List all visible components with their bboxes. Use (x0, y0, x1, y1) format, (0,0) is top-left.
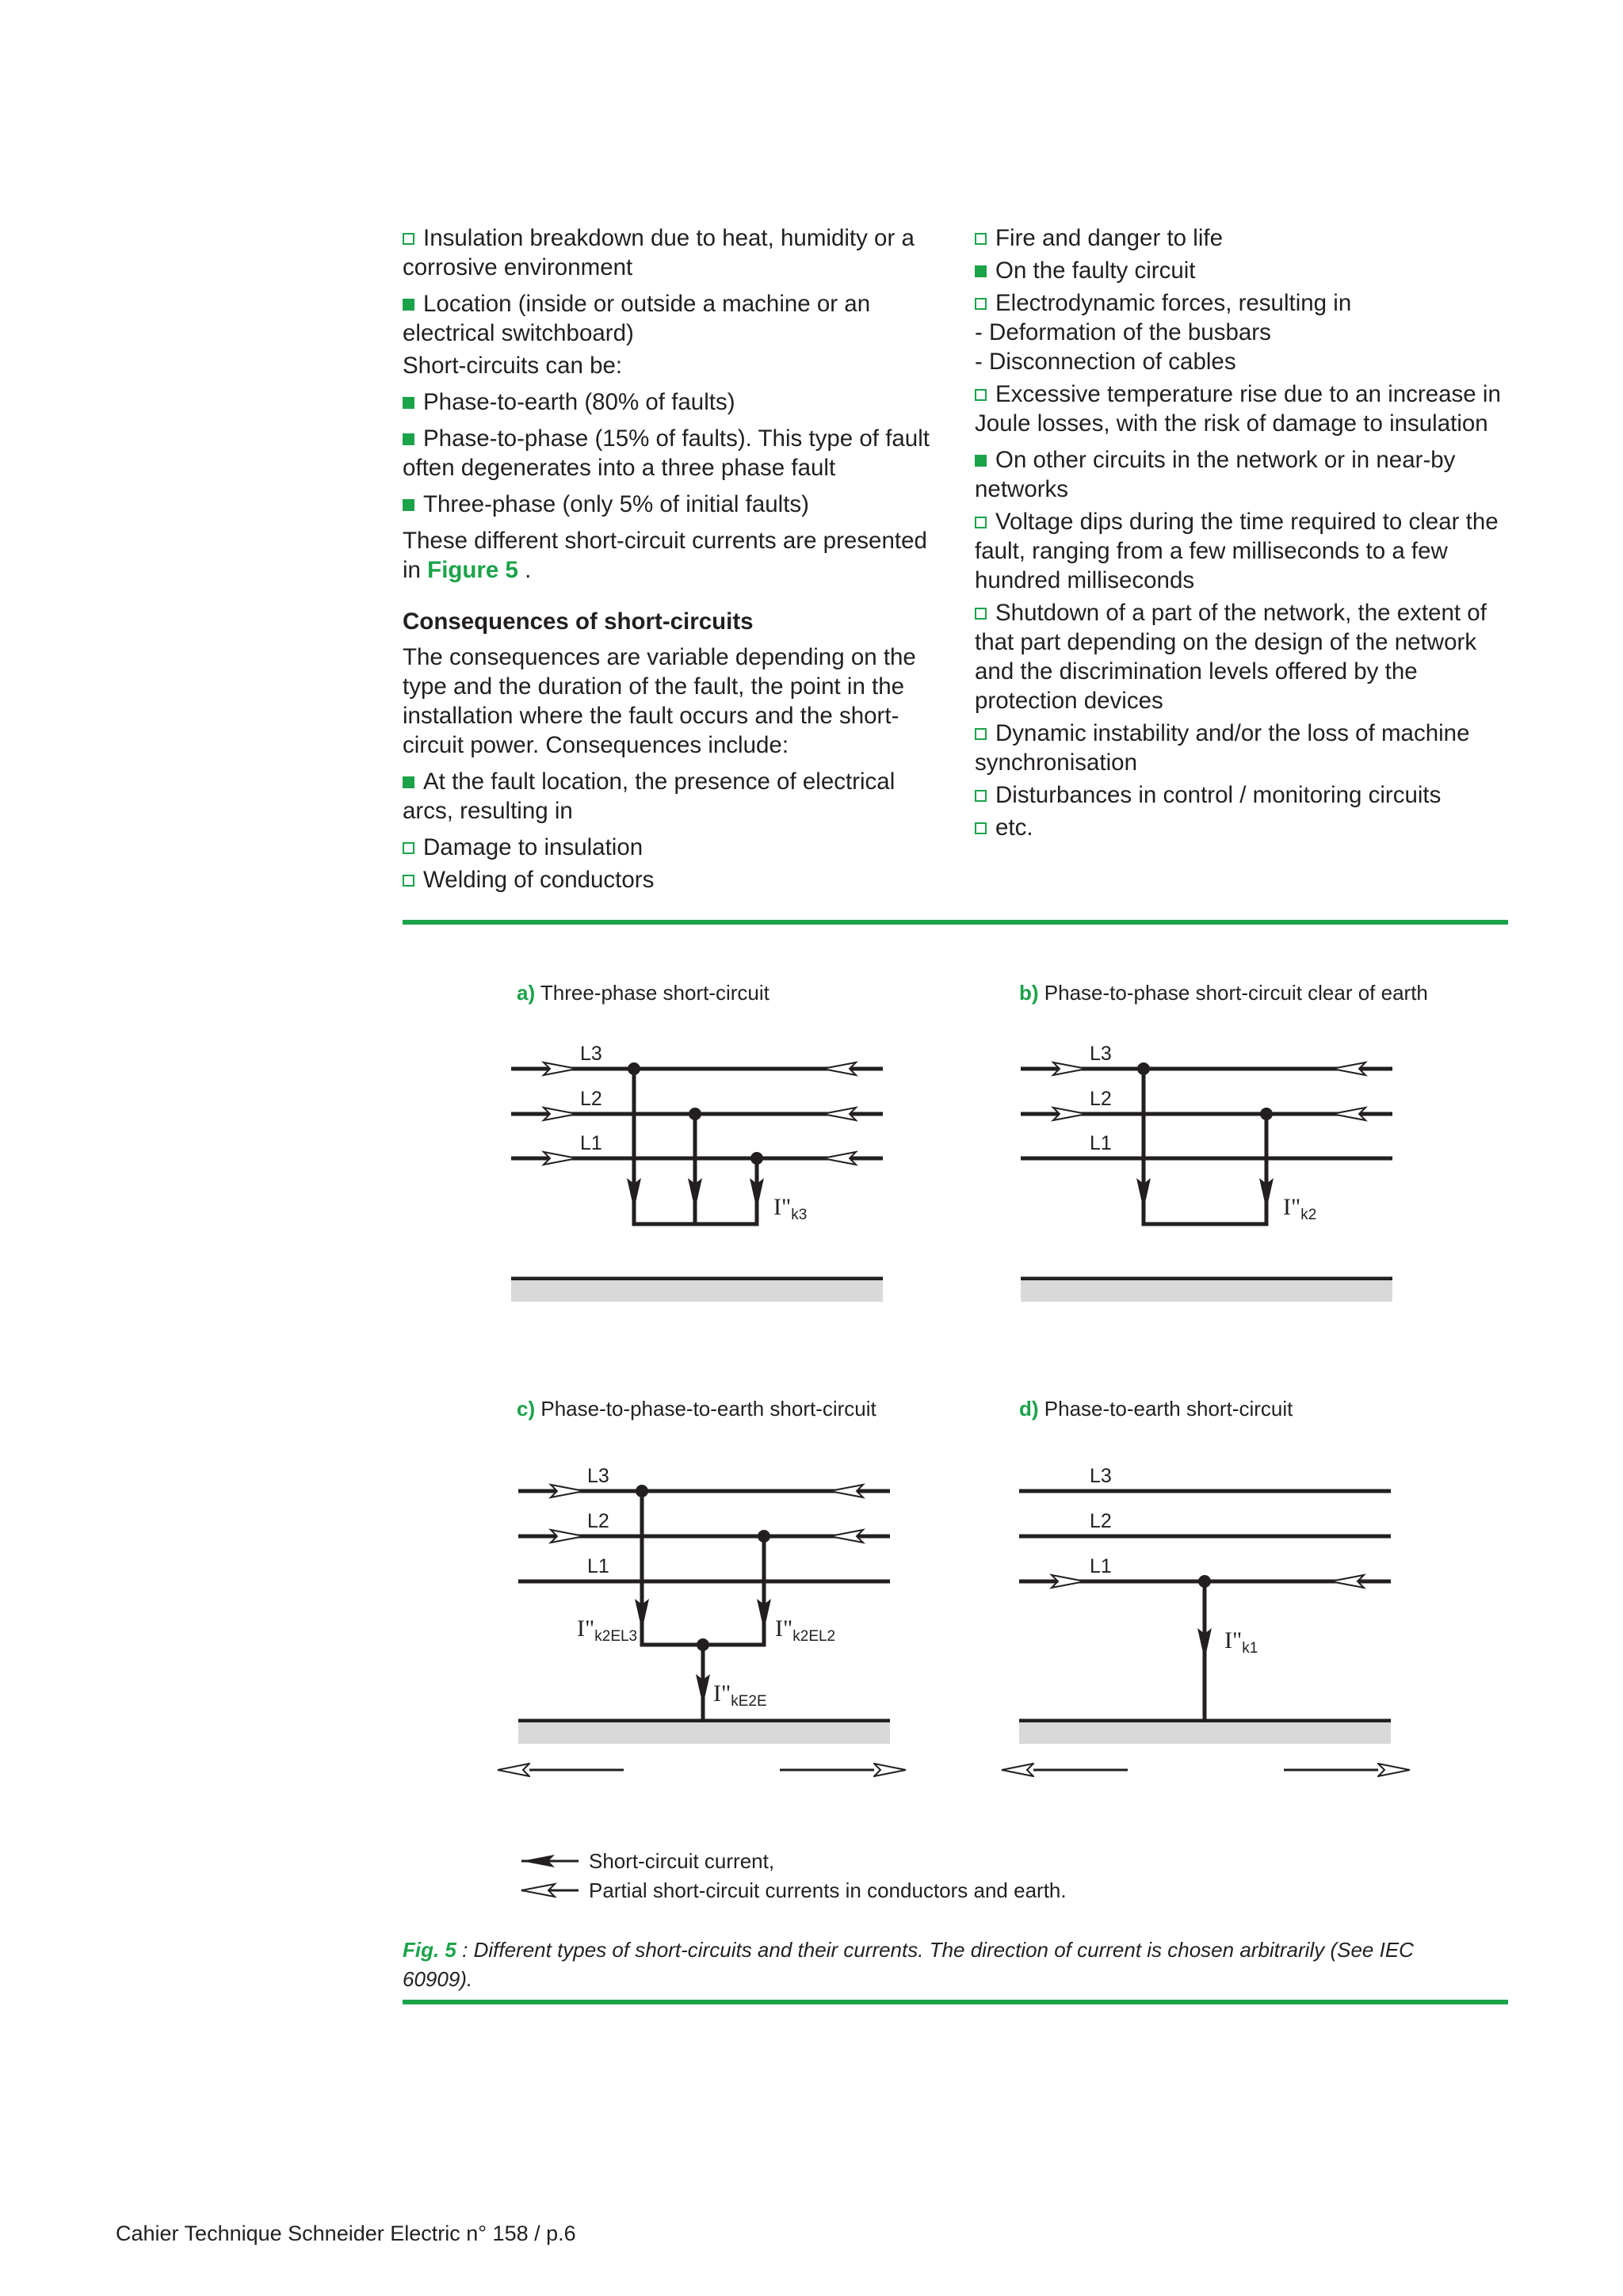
list-item: Excessive temperature rise due to an increase in Joule losses, with the risk of damage to insulation (975, 381, 1501, 437)
list-item: Voltage dips during the time required to clear the fault, ranging from a few milliseconds to a few hundred milliseconds (975, 509, 1499, 593)
list-item: Phase-to-phase (15% of faults). This type of fault often degenerates into a three phase fault (403, 425, 930, 481)
list-item: On other circuits in the network or in near-by networks (975, 447, 1456, 502)
paragraph: These different short-circuit currents are presented in Figure 5 . (403, 528, 927, 583)
current-label-k2el2: $I"_{k2EL2}$ (775, 1615, 836, 1645)
list-item: Disturbances in control / monitoring circuits (975, 780, 1522, 810)
list-item: Three-phase (only 5% of initial faults) (403, 490, 941, 519)
list-item: Fire and danger to life (975, 223, 1522, 253)
list-item: Location (inside or outside a machine or an electrical switchboard) (403, 291, 871, 346)
diagram-d-title: d) Phase-to-earth short-circuit (1019, 1397, 1293, 1421)
current-label-ke2e: $I"_{kE2E}$ (713, 1680, 767, 1710)
list-item: At the fault location, the presence of electrical arcs, resulting in (403, 769, 896, 824)
paragraph: The consequences are variable depending on the type and the duration of the fault, the point in the installation where the fault occurs and the short-circuit power. Consequences include: (403, 644, 916, 758)
legend-solid-text: Short-circuit current, (589, 1849, 775, 1873)
diagram-a (511, 1069, 883, 1279)
figure-caption: Fig. 5 : Different types of short-circuits and their currents. The direction of current is chosen arbitrarily (See IEC 60909). (403, 1938, 1414, 1991)
phase-label: L3 (1090, 1465, 1112, 1487)
diagram-b-title: b) Phase-to-phase short-circuit clear of earth (1019, 981, 1428, 1005)
dash-item: - Disconnection of cables (975, 349, 1236, 375)
phase-label: L1 (580, 1132, 602, 1154)
solid-arrow-icons (627, 1178, 1274, 1706)
diagram-a-title: a) Three-phase short-circuit (517, 981, 769, 1005)
diagram-b (1021, 1069, 1392, 1279)
current-label-k3: $I"_{k3}$ (773, 1194, 808, 1223)
list-item: Electrodynamic forces, resulting in (975, 288, 1522, 318)
diagram-c-title: c) Phase-to-phase-to-earth short-circuit (517, 1397, 876, 1421)
list-item: On the faulty circuit (975, 256, 1522, 285)
open-arrow-icons (544, 1062, 1365, 1588)
phase-label: L1 (587, 1555, 609, 1577)
current-label-k1: $I"_{k1}$ (1224, 1627, 1258, 1657)
section-heading: Consequences of short-circuits (403, 608, 754, 635)
dash-item: - Deformation of the busbars (975, 319, 1271, 345)
phase-label: L2 (1090, 1088, 1112, 1110)
list-item: Welding of conductors (403, 865, 941, 894)
page-footer: Cahier Technique Schneider Electric n° 158 / p.6 (116, 2222, 576, 2245)
paragraph: Short-circuits can be: (403, 353, 623, 379)
list-item: Shutdown of a part of the network, the extent of that part depending on the design of the network and the discrimination levels offered by the protection devices (975, 600, 1487, 714)
bottom-divider (403, 2000, 1508, 2004)
phase-label: L3 (587, 1465, 609, 1487)
figure-link[interactable]: Figure 5 (427, 557, 518, 583)
list-item: Insulation breakdown due to heat, humidity or a corrosive environment (403, 225, 915, 280)
phase-label: L1 (1090, 1132, 1112, 1154)
legend-symbols (521, 1855, 579, 1897)
current-label-k2: $I"_{k2}$ (1283, 1194, 1317, 1223)
legend-open-text: Partial short-circuit currents in conductors and earth. (589, 1878, 1067, 1902)
list-item: Dynamic instability and/or the loss of machine synchronisation (975, 720, 1470, 776)
phase-label: L1 (1090, 1555, 1112, 1577)
current-label-k2el3: $I"_{k2EL3}$ (577, 1615, 638, 1645)
list-item: Damage to insulation (403, 833, 941, 862)
phase-label: L3 (1090, 1043, 1112, 1065)
phase-label: L2 (587, 1510, 609, 1532)
list-item: etc. (975, 813, 1522, 842)
diagram-d (1019, 1491, 1391, 1721)
phase-label: L2 (580, 1088, 602, 1110)
list-item: Phase-to-earth (80% of faults) (403, 387, 941, 417)
junction-dots (628, 1062, 1273, 1651)
phase-label: L3 (580, 1043, 602, 1065)
phase-label: L2 (1090, 1510, 1112, 1532)
